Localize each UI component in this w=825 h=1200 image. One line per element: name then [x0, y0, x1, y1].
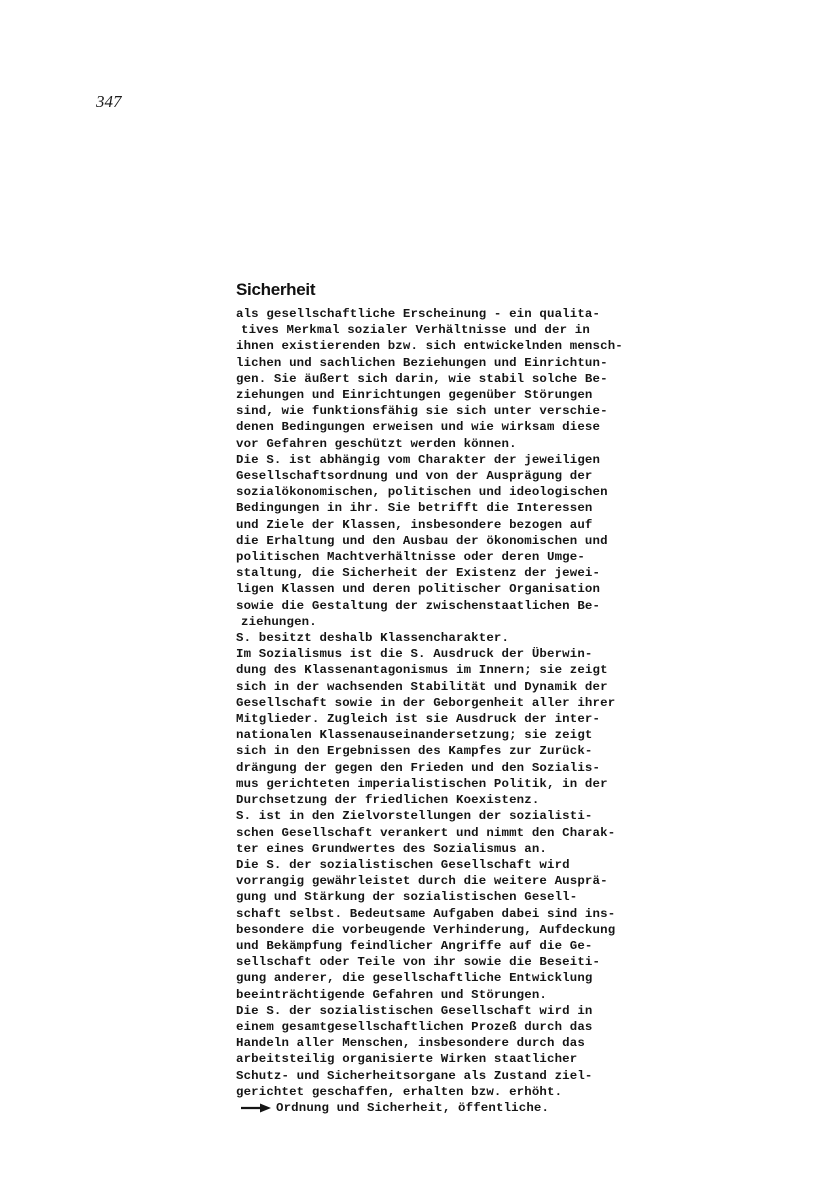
text-line: beeinträchtigende Gefahren und Störungen. — [236, 987, 548, 1002]
text-line: dung des Klassenantagonismus im Innern; sie zeigt — [236, 663, 608, 678]
text-line: als gesellschaftliche Erscheinung - ein qualita- — [236, 307, 601, 321]
text-line: ter eines Grundwertes des Sozialismus an. — [236, 841, 548, 856]
text-line: schaft selbst. Bedeutsame Aufgaben dabei sind ins- — [236, 906, 616, 921]
text-line: besondere die vorbeugende Verhinderung, Aufdeckung — [236, 922, 616, 937]
text-line: einem gesamtgesellschaftlichen Prozeß durch das — [236, 1019, 593, 1034]
text-line: und Bekämpfung feindlicher Angriffe auf die Ge- — [236, 938, 593, 953]
text-line: Die S. der sozialistischen Gesellschaft wird — [236, 857, 570, 872]
text-line: staltung, die Sicherheit der Existenz der jewei- — [236, 566, 601, 581]
text-line: gung und Stärkung der sozialistischen Gesell- — [236, 890, 578, 905]
text-line: S. ist in den Zielvorstellungen der sozialisti- — [236, 809, 593, 824]
entry-title: Sicherheit — [236, 280, 316, 299]
text-line: Gesellschaftsordnung und von der Ausprägung der — [236, 469, 593, 484]
text-line: Im Sozialismus ist die S. Ausdruck der Überwin- — [236, 647, 593, 662]
text-line: nationalen Klassenauseinandersetzung; sie zeigt — [236, 728, 593, 743]
text-line: die Erhaltung und den Ausbau der ökonomischen und — [236, 533, 608, 548]
dictionary-entry — [236, 280, 736, 1116]
text-line: politischen Machtverhältnisse oder deren Umge- — [236, 550, 585, 565]
text-line: gen. Sie äußert sich darin, wie stabil solche Be- — [236, 371, 608, 386]
text-line: mus gerichteten imperialistischen Politik, in der — [236, 776, 608, 791]
text-line: Die S. der sozialistischen Gesellschaft wird in — [236, 1003, 593, 1018]
text-line: sozialökonomischen, politischen und ideologischen — [236, 485, 608, 500]
page-number: 347 — [96, 92, 122, 111]
text-line: sellschaft oder Teile von ihr sowie die Beseiti- — [236, 955, 601, 970]
text-line: drängung der gegen den Frieden und den Sozialis- — [236, 760, 601, 775]
text-line: S. besitzt deshalb Klassencharakter. — [236, 631, 510, 646]
text-line: ihnen existierenden bzw. sich entwickelnden mensch- — [236, 339, 623, 354]
text-line: schen Gesellschaft verankert und nimmt den Charak- — [236, 825, 616, 840]
text-line: ligen Klassen und deren politischer Organisation — [236, 582, 601, 597]
text-line: sowie die Gestaltung der zwischenstaatlichen Be- — [236, 598, 601, 613]
text-line: Bedingungen in ihr. Sie betrifft die Interessen — [236, 501, 593, 516]
text-line: sich in den Ergebnissen des Kampfes zur Zurück- — [236, 744, 593, 759]
text-line: sich in der wachsenden Stabilität und Dynamik der — [236, 679, 608, 694]
text-line: Durchsetzung der friedlichen Koexistenz. — [236, 793, 540, 808]
text-line: und Ziele der Klassen, insbesondere bezogen auf — [236, 517, 593, 532]
text-line: Mitglieder. Zugleich ist sie Ausdruck der inter- — [236, 712, 601, 727]
arrow-right-icon — [240, 1103, 272, 1113]
text-line: arbeitsteilig organisierte Wirken staatlicher — [236, 1052, 578, 1067]
text-line: vorrangig gewährleistet durch die weitere Ausprä- — [236, 874, 608, 889]
see-also-label: Ordnung und Sicherheit, öffentliche. — [276, 1100, 550, 1115]
see-also-reference[interactable] — [240, 1100, 736, 1116]
text-line: ziehungen und Einrichtungen gegenüber Störungen — [236, 388, 593, 403]
text-line: gerichtet geschaffen, erhalten bzw. erhöht. — [236, 1084, 563, 1099]
text-line: lichen und sachlichen Beziehungen und Einrichtun- — [236, 355, 608, 370]
text-line: sind, wie funktionsfähig sie sich unter verschie- — [236, 404, 608, 419]
text-line: denen Bedingungen erweisen und wie wirksam diese — [236, 420, 601, 435]
text-line: vor Gefahren geschützt werden können. — [236, 436, 517, 451]
text-line: gung anderer, die gesellschaftliche Entwicklung — [236, 971, 593, 986]
text-line: Die S. ist abhängig vom Charakter der jeweiligen — [236, 452, 601, 467]
entry-body — [236, 306, 736, 1116]
text-line: Schutz- und Sicherheitsorgane als Zustand ziel- — [236, 1068, 593, 1083]
text-line: ziehungen. — [241, 614, 317, 629]
text-line: Gesellschaft sowie in der Geborgenheit aller ihrer — [236, 695, 616, 710]
text-line: tives Merkmal sozialer Verhältnisse und der in — [241, 323, 590, 338]
text-line: Handeln aller Menschen, insbesondere durch das — [236, 1036, 585, 1051]
